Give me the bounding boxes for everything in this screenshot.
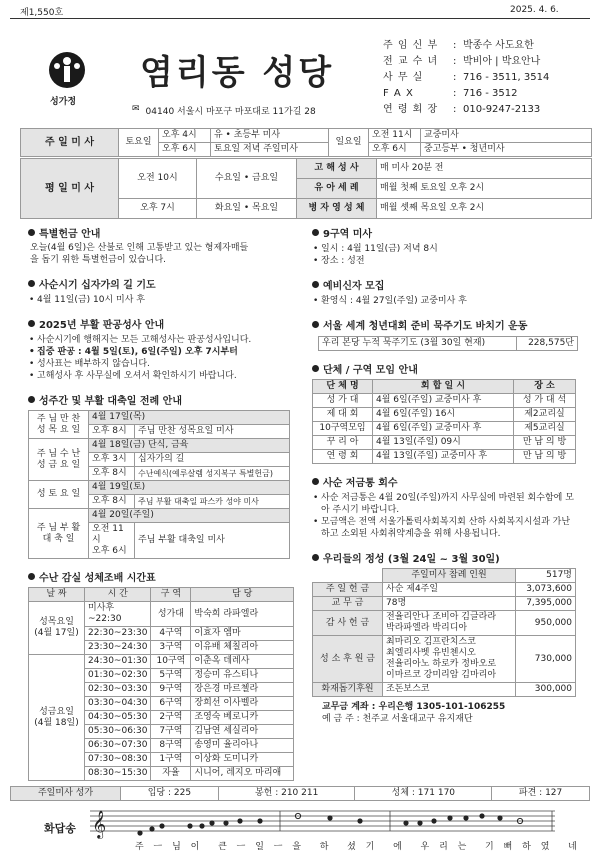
table-row <box>313 583 576 597</box>
offering-table <box>312 568 576 697</box>
table-cell: 이효자 엠마 <box>191 627 294 641</box>
account-holder: 예 금 주 : 천주교 서울대교구 유지재단 <box>322 714 473 724</box>
item-list <box>312 243 578 267</box>
attendance-label: 주일미사 참례 인원 <box>383 569 516 583</box>
meeting-table <box>312 379 576 464</box>
hymn-offertory: 봉헌 : 210 211 <box>218 787 355 801</box>
contact-row <box>383 86 593 102</box>
liturgy-name: 성 토 요 일 <box>29 481 89 509</box>
table-row <box>313 636 576 683</box>
adoration-table <box>28 587 294 781</box>
contact-row <box>383 54 593 70</box>
address: 04140 서울시 마포구 마포대로 11가길 28 <box>145 107 316 117</box>
table-cell: 24:30~01:30 <box>85 655 151 669</box>
table-cell: 9구역 <box>151 683 191 697</box>
table-row <box>313 422 576 436</box>
liturgy-time: 오후 8시 <box>89 467 135 481</box>
table-cell: 3구역 <box>151 641 191 655</box>
mass-time: 오전 10시 <box>119 159 197 199</box>
table-row <box>313 683 576 697</box>
contact-info <box>383 38 593 118</box>
hymn-communion: 성체 : 171 170 <box>355 787 492 801</box>
section-header <box>312 317 578 332</box>
liturgy-time: 오전 11시 오후 6시 <box>89 523 135 559</box>
list-item: • 4월 11일(금) 10시 미사 후 <box>28 294 294 306</box>
table-cell: 시니어, 레지오 마리애 <box>191 767 294 781</box>
liturgy-time: 오후 8시 <box>89 425 135 439</box>
contact-row <box>383 102 593 118</box>
table-cell: 조영숙 베로니카 <box>191 711 294 725</box>
sacrament-time: 매 미사 20분 전 <box>377 159 592 179</box>
contact-value: 010-9247-2133 <box>463 104 541 115</box>
sat-label: 토요일 <box>119 129 159 157</box>
list-item: • 모금액은 전액 서울가톨릭사회복지회 산하 사회복지시설과 가난하고 소외된 사회취약계층을 위해 사용됩니다. <box>312 516 578 540</box>
col-header: 시 간 <box>85 588 151 602</box>
account-info <box>312 701 578 725</box>
liturgy-desc: 십자가의 길 <box>135 453 290 467</box>
mail-icon: ✉ <box>132 104 140 114</box>
table-cell: 성가대 <box>151 602 191 627</box>
table-cell: 01:30~02:30 <box>85 669 151 683</box>
liturgy-desc: 수난예식(예루살렘 성지복구 특별헌금) <box>135 467 290 481</box>
table-row <box>313 450 576 464</box>
table-cell: 5구역 <box>151 669 191 683</box>
adoration-date: 성금요일 (4월 18일) <box>29 655 85 781</box>
table-cell: 23:30~24:30 <box>85 641 151 655</box>
list-item: • 집중 판공 : 4월 5일(토), 6일(주일) 오후 7시부터 <box>28 346 294 358</box>
item-list <box>312 295 578 307</box>
hymn-dismissal: 파견 : 127 <box>492 787 590 801</box>
section-title: 사순 저금통 회수 <box>323 478 398 489</box>
mass-schedule <box>20 128 592 219</box>
section-header <box>312 361 578 376</box>
table-cell: 성 가 대 <box>313 394 373 408</box>
mass-desc: 중고등부 • 청년미사 <box>421 143 592 157</box>
table-cell: 장희선 이사벨라 <box>191 697 294 711</box>
hymn-label: 주일미사 성가 <box>11 787 121 801</box>
section-title: 성주간 및 부활 대축일 전례 안내 <box>39 396 182 407</box>
liturgy-date: 4월 17일(목) <box>89 411 290 425</box>
bullet-icon <box>28 396 35 403</box>
table-cell: 연 령 회 <box>313 450 373 464</box>
contact-colon: : <box>453 104 457 115</box>
contact-key: 사 무 실 <box>383 72 424 83</box>
mass-days: 수요일 • 금요일 <box>197 159 297 199</box>
contact-key: 전 교 수 녀 <box>383 56 439 67</box>
table-cell: 박숙희 라파엘라 <box>191 602 294 627</box>
notice-line: 오늘(4월 6일)은 산불로 인해 고통받고 있는 형제자매들 <box>30 243 249 253</box>
table-cell: 감 사 헌 금 <box>313 611 383 636</box>
contact-key: 연 령 회 장 <box>383 104 439 115</box>
table-cell: 성 소 후 원 금 <box>313 636 383 683</box>
list-item: • 장소 : 성전 <box>312 255 578 267</box>
table-row <box>313 394 576 408</box>
table-cell: 만 남 의 방 <box>514 450 576 464</box>
table-cell: 06:30~07:30 <box>85 739 151 753</box>
mass-time: 오전 11시 <box>369 129 421 143</box>
section-title: 예비신자 모집 <box>323 281 385 292</box>
table-cell: 최마리오 김프란치스코 최엘리사벳 유빈첸시오 전율리아노 하로카 정바오로 이마르코 강미리암 김마리아 <box>383 636 516 683</box>
table-cell: 자율 <box>151 767 191 781</box>
table-cell: 730,000 <box>516 636 576 683</box>
mass-desc: 토요일 저녁 주일미사 <box>211 143 329 157</box>
table-cell: 김남연 세실리아 <box>191 725 294 739</box>
table-cell: 22:30~23:30 <box>85 627 151 641</box>
item-list <box>28 294 294 306</box>
item-list <box>28 334 294 382</box>
account-number: 교무금 계좌 : 우리은행 1305-101-106255 <box>322 702 506 712</box>
bullet-icon <box>28 280 35 287</box>
section-title: 단체 / 구역 모임 안내 <box>323 365 418 376</box>
issue-date: 2025. 4. 6. <box>510 5 559 15</box>
table-cell: 78명 <box>383 597 516 611</box>
bullet-icon <box>312 554 319 561</box>
mass-time: 오후 6시 <box>369 143 421 157</box>
bullet-icon <box>312 365 319 372</box>
table-cell: 05:30~06:30 <box>85 725 151 739</box>
table-cell: 6구역 <box>151 697 191 711</box>
table-cell: 1구역 <box>151 753 191 767</box>
table-cell: 전율리안나 조비아 김글라라 박라파엘라 박리디아 <box>383 611 516 636</box>
bullet-icon <box>312 229 319 236</box>
sacrament-time: 매월 셋째 목요일 오후 2시 <box>377 199 592 219</box>
table-cell: 사순 제4주일 <box>383 583 516 597</box>
contact-value: 716 - 3512 <box>463 88 518 99</box>
mass-desc: 유 • 초등부 미사 <box>211 129 329 143</box>
psalm-lyrics: 주 ㅡ 님 이 큰 ㅡ 일 ㅡ 을 하 셨 기 에 우 리 는 기 뻐 하 였 네 <box>135 842 578 852</box>
contact-key: F A X <box>383 88 414 99</box>
table-cell: 02:30~03:30 <box>85 683 151 697</box>
bullet-icon <box>28 573 35 580</box>
table-cell: 08:30~15:30 <box>85 767 151 781</box>
table-cell: 4월 6일(주일) 교중미사 후 <box>373 422 514 436</box>
notice-line: 을 돕기 위한 특별헌금이 있습니다. <box>30 255 167 265</box>
section-title: 9구역 미사 <box>323 229 373 240</box>
table-row <box>29 655 294 669</box>
mass-time: 오후 6시 <box>159 143 211 157</box>
section-title: 특별헌금 안내 <box>39 229 101 240</box>
sun-label: 일요일 <box>329 129 369 157</box>
table-cell: 10구역 <box>151 655 191 669</box>
table-cell: 2구역 <box>151 711 191 725</box>
table-cell: 꾸 리 아 <box>313 436 373 450</box>
section-title: 서울 세계 청년대회 준비 묵주기도 바치기 운동 <box>323 321 528 332</box>
liturgy-desc: 주님 부활 대축일 미사 <box>135 523 290 559</box>
table-cell: 4월 13일(주일) 09시 <box>373 436 514 450</box>
hymn-bar <box>10 786 590 801</box>
liturgy-desc: 주님 부활 대축일 파스카 성야 미사 <box>135 495 290 509</box>
table-cell: 03:30~04:30 <box>85 697 151 711</box>
table-cell: 성 가 대 석 <box>514 394 576 408</box>
table-cell: 8구역 <box>151 739 191 753</box>
liturgy-name: 주 님 만 찬 성 목 요 일 <box>29 411 89 439</box>
table-cell: 송영미 율리아나 <box>191 739 294 753</box>
contact-key: 주 임 신 부 <box>383 40 439 51</box>
table-cell: 4구역 <box>151 627 191 641</box>
contact-colon: : <box>453 40 457 51</box>
mass-desc: 교중미사 <box>421 129 592 143</box>
liturgy-desc: 주님 만찬 성목요일 미사 <box>135 425 290 439</box>
table-cell: 제2교리실 <box>514 408 576 422</box>
item-list <box>312 492 578 540</box>
sacrament-label: 고 해 성 사 <box>297 159 377 179</box>
contact-row <box>383 70 593 86</box>
table-cell: 07:30~08:30 <box>85 753 151 767</box>
section-title: 2025년 부활 판공성사 안내 <box>39 320 165 331</box>
table-cell: 4월 6일(주일) 16시 <box>373 408 514 422</box>
section-header <box>312 277 578 292</box>
table-row <box>313 436 576 450</box>
col-header: 날 짜 <box>29 588 85 602</box>
table-cell: 10구역모임 <box>313 422 373 436</box>
table-cell: 04:30~05:30 <box>85 711 151 725</box>
table-cell: 제5교리실 <box>514 422 576 436</box>
church-name: 염리동 성당 <box>140 53 335 93</box>
table-row <box>313 611 576 636</box>
table-row <box>313 408 576 422</box>
table-cell: 정승미 유스티나 <box>191 669 294 683</box>
contact-colon: : <box>453 72 457 83</box>
issue-number: 제1,550호 <box>20 8 64 18</box>
liturgy-date: 4월 19일(토) <box>89 481 290 495</box>
sacrament-label: 유 아 세 례 <box>297 179 377 199</box>
list-item: • 사순시기에 행해지는 모든 고해성사는 판공성사입니다. <box>28 334 294 346</box>
section-header <box>28 225 294 240</box>
weekday-mass-label: 평 일 미 사 <box>21 159 119 219</box>
right-column <box>312 225 578 725</box>
liturgy-name: 주 님 부 활 대 축 일 <box>29 509 89 559</box>
attendance-count: 517명 <box>516 569 576 583</box>
liturgy-time: 오후 8시 <box>89 495 135 509</box>
table-cell: 장은경 마르첼라 <box>191 683 294 697</box>
hymn-entrance: 입당 : 225 <box>121 787 219 801</box>
liturgy-name: 주 님 수 난 성 금 요 일 <box>29 439 89 481</box>
rosary-label: 우리 본당 누적 묵주기도 (3월 30일 현재) <box>319 337 517 351</box>
list-item: • 일시 : 4월 11일(금) 저녁 8시 <box>312 243 578 255</box>
rosary-count: 228,575단 <box>516 337 577 351</box>
section-header <box>28 316 294 331</box>
mass-days: 화요일 • 목요일 <box>197 199 297 219</box>
col-header: 구 역 <box>151 588 191 602</box>
table-cell: 조돈보스코 <box>383 683 516 697</box>
bullet-icon <box>312 321 319 328</box>
mass-time: 오후 4시 <box>159 129 211 143</box>
table-cell: 이유배 체칠리아 <box>191 641 294 655</box>
bullet-icon <box>312 478 319 485</box>
left-column <box>28 225 294 781</box>
bullet-icon <box>28 320 35 327</box>
table-cell: 제 대 회 <box>313 408 373 422</box>
top-rule <box>10 18 590 19</box>
table-cell: 이상화 도미니카 <box>191 753 294 767</box>
liturgy-date: 4월 20일(주일) <box>89 509 290 523</box>
col-header: 회 합 일 시 <box>373 380 514 394</box>
rosary-table <box>318 336 578 351</box>
table-row <box>313 597 576 611</box>
contact-row <box>383 38 593 54</box>
sunday-mass-label: 주 일 미 사 <box>21 129 119 157</box>
col-header: 장 소 <box>514 380 576 394</box>
table-cell: 4월 13일(주일) 교중미사 후 <box>373 450 514 464</box>
liturgy-date: 4월 18일(금) 단식, 금육 <box>89 439 290 453</box>
table-cell: 300,000 <box>516 683 576 697</box>
logo <box>47 50 87 90</box>
contact-colon: : <box>453 56 457 67</box>
table-cell: 화재돕기후원 <box>313 683 383 697</box>
table-cell: 미사후~22:30 <box>85 602 151 627</box>
contact-colon: : <box>453 88 457 99</box>
list-item: • 사순 저금통은 4월 20일(주일)까지 사무실에 마련된 회수함에 모아 주시기 바랍니다. <box>312 492 578 516</box>
section-header <box>312 474 578 489</box>
col-header: 단 체 명 <box>313 380 373 394</box>
bullet-icon <box>312 281 319 288</box>
list-item: • 환영식 : 4월 27일(주일) 교중미사 후 <box>312 295 578 307</box>
section-title: 사순시기 십자가의 길 기도 <box>39 280 156 291</box>
sacrament-time: 매월 첫째 토요일 오후 2시 <box>377 179 592 199</box>
contact-value: 716 - 3511, 3514 <box>463 72 550 83</box>
table-cell: 이춘옥 데레사 <box>191 655 294 669</box>
contact-value: 박비아 | 박요안나 <box>463 56 541 67</box>
holy-week-table <box>28 410 290 559</box>
table-cell: 4월 6일(주일) 교중미사 후 <box>373 394 514 408</box>
table-cell: 교 무 금 <box>313 597 383 611</box>
psalm-label: 화답송 <box>44 822 76 835</box>
table-cell: 7구역 <box>151 725 191 739</box>
music-staff-icon <box>90 805 560 839</box>
section-title: 우리들의 정성 (3월 24일 ~ 3월 30일) <box>323 554 500 565</box>
contact-value: 박종수 사도요한 <box>463 40 534 51</box>
list-item: • 성사표는 배부하지 않습니다. <box>28 358 294 370</box>
col-header: 담 당 <box>191 588 294 602</box>
sacrament-label: 병 자 영 성 체 <box>297 199 377 219</box>
notice-body <box>28 242 294 266</box>
section-title: 수난 감실 성체조배 시간표 <box>39 573 156 584</box>
table-cell: 7,395,000 <box>516 597 576 611</box>
table-cell: 950,000 <box>516 611 576 636</box>
table-cell: 만 남 의 방 <box>514 436 576 450</box>
list-item: • 고해성사 후 사무실에 오셔서 확인하시기 바랍니다. <box>28 370 294 382</box>
table-cell: 3,073,600 <box>516 583 576 597</box>
liturgy-time: 오후 3시 <box>89 453 135 467</box>
table-row <box>29 602 294 627</box>
section-header <box>28 276 294 291</box>
svg-text:𝄞: 𝄞 <box>92 810 107 838</box>
table-cell: 주 일 헌 금 <box>313 583 383 597</box>
logo-text: 성가정 <box>50 97 77 107</box>
section-header <box>312 550 578 565</box>
section-header <box>312 225 578 240</box>
bullet-icon <box>28 229 35 236</box>
adoration-date: 성목요일 (4월 17일) <box>29 602 85 655</box>
section-header <box>28 569 294 584</box>
mass-time: 오후 7시 <box>119 199 197 219</box>
section-header <box>28 392 294 407</box>
holy-family-icon <box>47 50 87 90</box>
